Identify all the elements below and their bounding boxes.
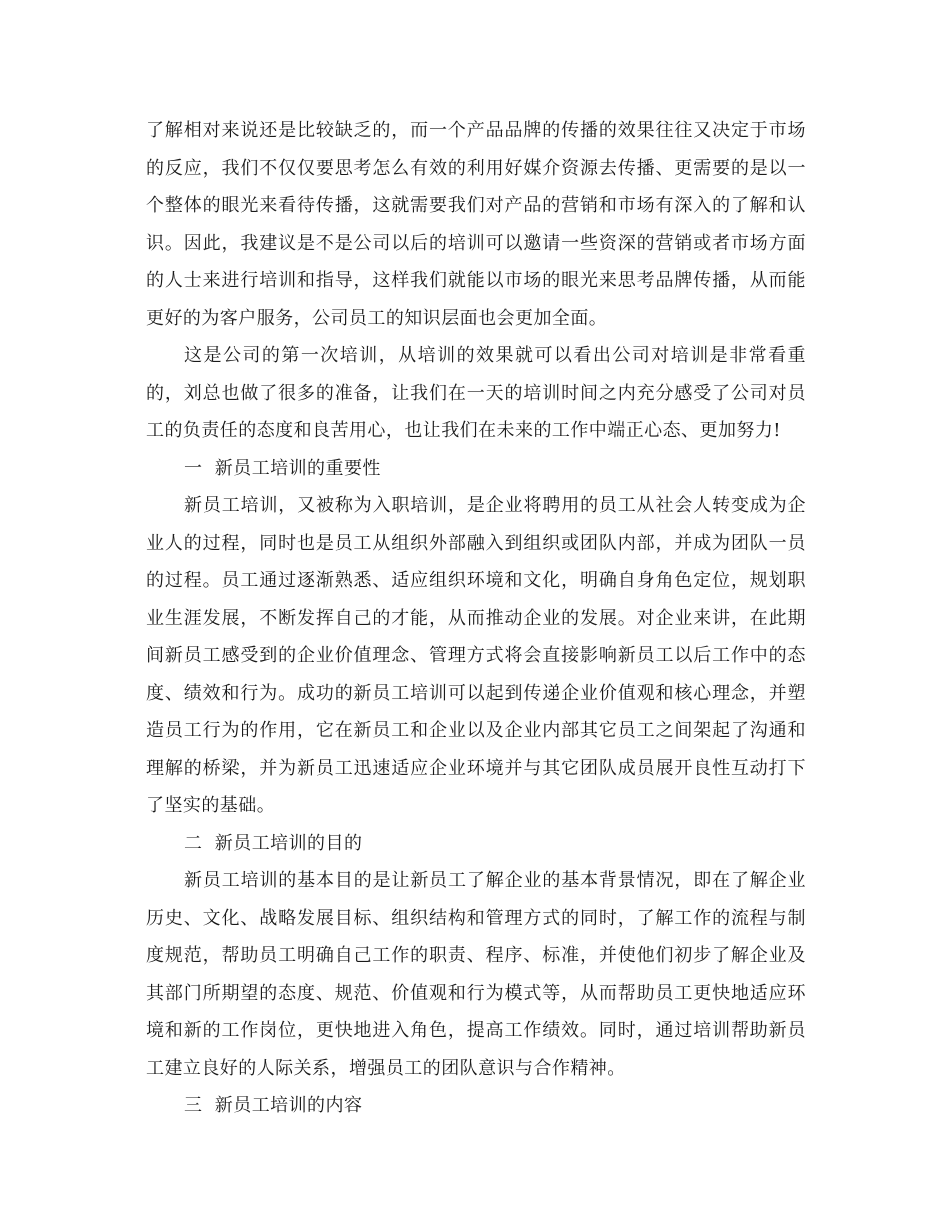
paragraph-1: 了解相对来说还是比较缺乏的，而一个产品品牌的传播的效果往往又决定于市场的反应，我们不仅仅要思考怎么有效的利用好媒介资源去传播、更需要的是以一个整体的眼光来看待传播，这就需要我们对产品的营销和市场有深入的了解和认识。因此，我建议是不是公司以后的培训可以邀请一些资深的营销或者市场方面的人士来进行培训和指导，这样我们就能以市场的眼光来思考品牌传播，从而能更好的为客户服务，公司员工的知识层面也会更加全面。 — [146, 120, 806, 329]
section-heading-1: 一 新员工培训的重要性 — [184, 457, 381, 479]
paragraph-2: 这是公司的第一次培训，从培训的效果就可以看出公司对培训是非常看重的，刘总也做了很多的准备，让我们在一天的培训时间之内充分感受了公司对员工的负责任的态度和良苦用心，也让我们在未来的工作中端正心态、更加努力! — [146, 345, 806, 441]
document-body — [146, 112, 806, 1125]
paragraph-3: 新员工培训，又被称为入职培训，是企业将聘用的员工从社会人转变成为企业人的过程，同时也是员工从组织外部融入到组织或团队内部，并成为团队一员的过程。员工通过逐渐熟悉、适应组织环境和文化，明确自身角色定位，规划职业生涯发展，不断发挥自己的才能，从而推动企业的发展。对企业来讲，在此期间新员工感受到的企业价值理念、管理方式将会直接影响新员工以后工作中的态度、绩效和行为。成功的新员工培训可以起到传递企业价值观和核心理念，并塑造员工行为的作用，它在新员工和企业以及企业内部其它员工之间架起了沟通和理解的桥梁，并为新员工迅速适应企业环境并与其它团队成员展开良性互动打下了坚实的基础。 — [146, 495, 806, 816]
paragraph-4: 新员工培训的基本目的是让新员工了解企业的基本背景情况，即在了解企业历史、文化、战略发展目标、组织结构和管理方式的同时，了解工作的流程与制度规范，帮助员工明确自己工作的职责、程序、标准，并使他们初步了解企业及其部门所期望的态度、规范、价值观和行为模式等，从而帮助员工更快地适应环境和新的工作岗位，更快地进入角色，提高工作绩效。同时，通过培训帮助新员工建立良好的人际关系，增强员工的团队意识与合作精神。 — [146, 870, 806, 1079]
section-heading-3: 三 新员工培训的内容 — [184, 1095, 363, 1116]
section-heading-2: 二 新员工培训的目的 — [184, 832, 363, 854]
